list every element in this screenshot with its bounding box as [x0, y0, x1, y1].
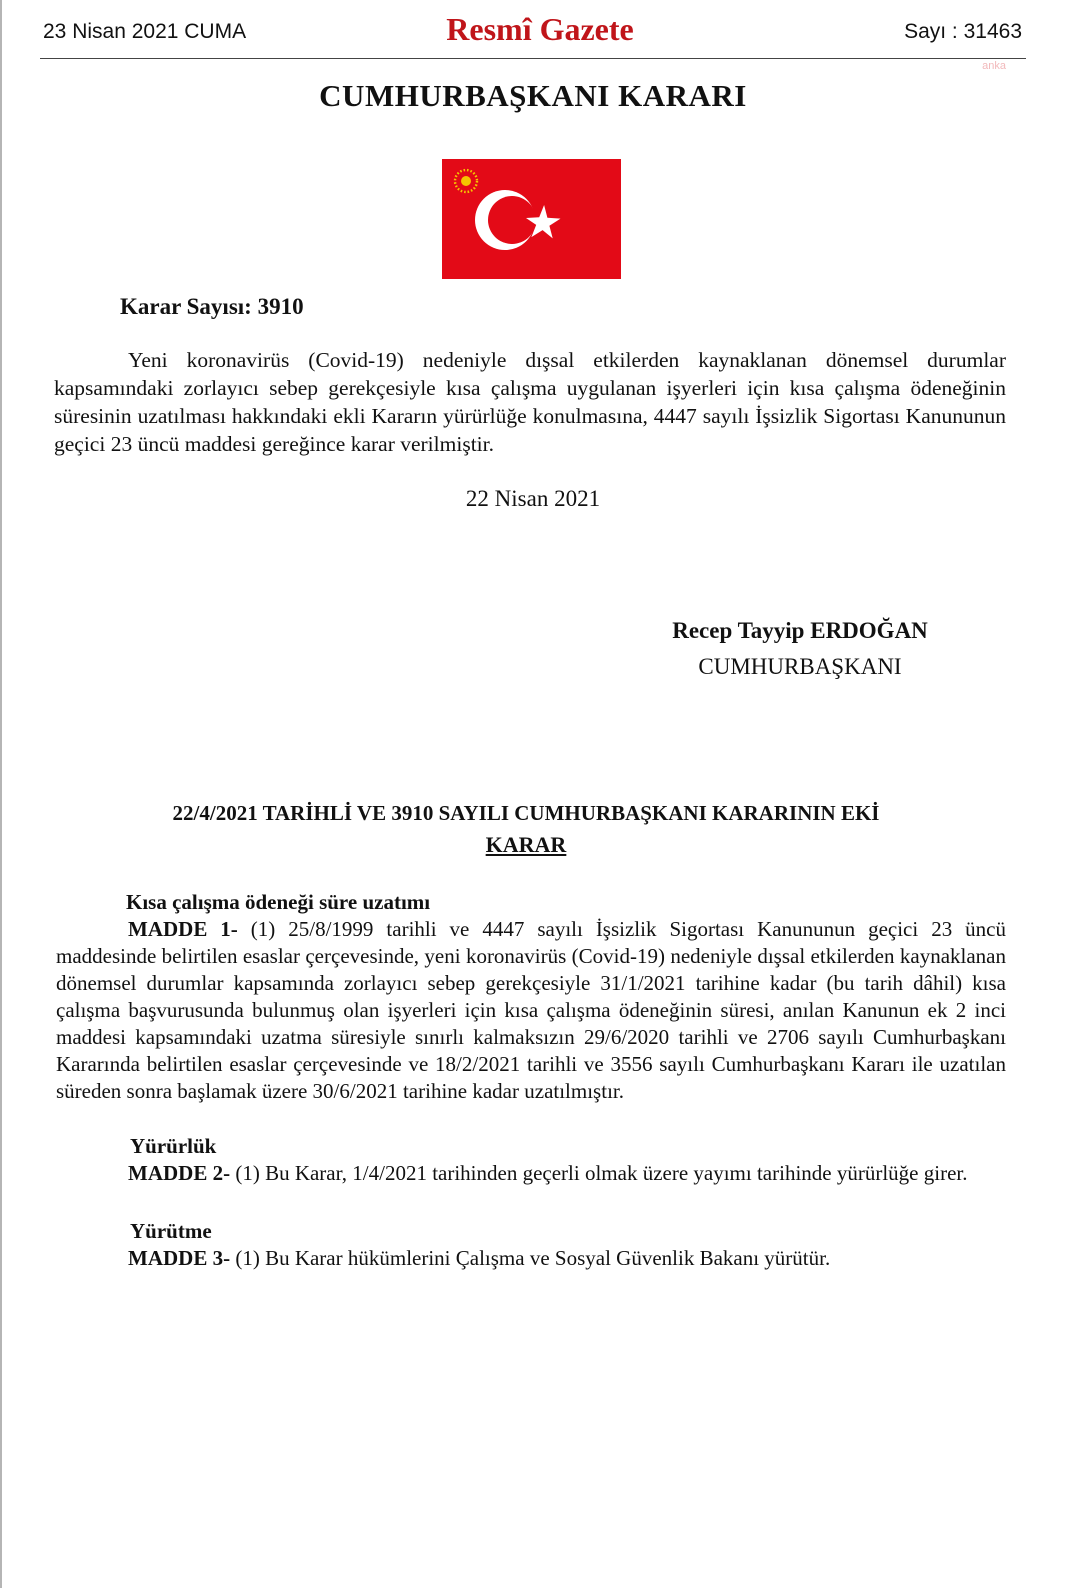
- document-title: CUMHURBAŞKANI KARARI: [319, 78, 747, 113]
- header-date: 23 Nisan 2021 CUMA: [43, 20, 247, 43]
- signer-name: Recep Tayyip ERDOĞAN: [672, 618, 928, 643]
- article-2: [56, 1160, 1006, 1187]
- page-left-edge: [0, 0, 2, 1588]
- presidential-flag-icon: [442, 159, 621, 279]
- annex-subtitle: KARAR: [485, 832, 567, 857]
- gazette-title: Resmî Gazete: [446, 11, 634, 47]
- section-heading: Yürütme: [130, 1219, 212, 1243]
- article-label: MADDE 1-: [128, 917, 238, 941]
- decision-number: Karar Sayısı: 3910: [120, 294, 304, 319]
- signer-title: CUMHURBAŞKANI: [698, 654, 902, 679]
- annex-title: 22/4/2021 TARİHLİ VE 3910 SAYILI CUMHURBAŞKANI KARARININ EKİ: [172, 801, 880, 825]
- article-text: (1) Bu Karar, 1/4/2021 tarihinden geçerli olmak üzere yayımı tarihinde yürürlüğe girer.: [235, 1161, 968, 1185]
- article-label: MADDE 3-: [128, 1246, 231, 1270]
- article-text: (1) 25/8/1999 tarihli ve 4447 sayılı İşsizlik Sigortası Kanununun geçici 23 üncü maddesinde belirtilen esaslar çerçevesinde, yeni koronavirüs (Covid-19) nedeniyle dışsal etkilerden kaynaklanan dönemsel durumlar kapsamında zorlayıcı sebep gerekçesiyle 31/1/2021 tarihine kadar (bu tarih dâhil) kısa çalışma başvurusunda bulunmuş olan işyerleri için kısa çalışma ödeneğinin süresi, anılan Kanunun ek 2 inci maddesi kapsamındaki uzatma süresiyle sınırlı kalmaksızın 29/6/2020 tarihli ve 2706 sayılı Cumhurbaşkanı Kararında belirtilen esaslar çerçevesinde ve 18/2/2021 tarihli ve 3556 sayılı Cumhurbaşkanı Kararı ile uzatılan süreden sonra başlamak üzere 30/6/2021 tarihine kadar uzatılmıştır.: [56, 917, 1006, 1103]
- article-text: (1) Bu Karar hükümlerini Çalışma ve Sosyal Güvenlik Bakanı yürütür.: [235, 1246, 831, 1270]
- header-divider: [40, 58, 1026, 59]
- section-heading: Yürürlük: [130, 1134, 217, 1158]
- article-label: MADDE 2-: [128, 1161, 231, 1185]
- watermark: anka: [982, 60, 1006, 72]
- article-3: [56, 1245, 1006, 1272]
- decision-date: 22 Nisan 2021: [465, 486, 601, 511]
- decision-intro-paragraph: Yeni koronavirüs (Covid-19) nedeniyle dışsal etkilerden kaynaklanan dönemsel durumlar kapsamındaki zorlayıcı sebep gerekçesiyle kısa çalışma uygulanan işyerleri için kısa çalışma ödeneğinin süresinin uzatılması hakkındaki ekli Kararın yürürlüğe konulmasına, 4447 sayılı İşsizlik Sigortası Kanununun geçici 23 üncü maddesi gereğince karar verilmiştir.: [54, 348, 1006, 456]
- issue-number: Sayı : 31463: [904, 20, 1022, 43]
- article-1: [56, 916, 1006, 1105]
- section-heading: Kısa çalışma ödeneği süre uzatımı: [126, 890, 431, 914]
